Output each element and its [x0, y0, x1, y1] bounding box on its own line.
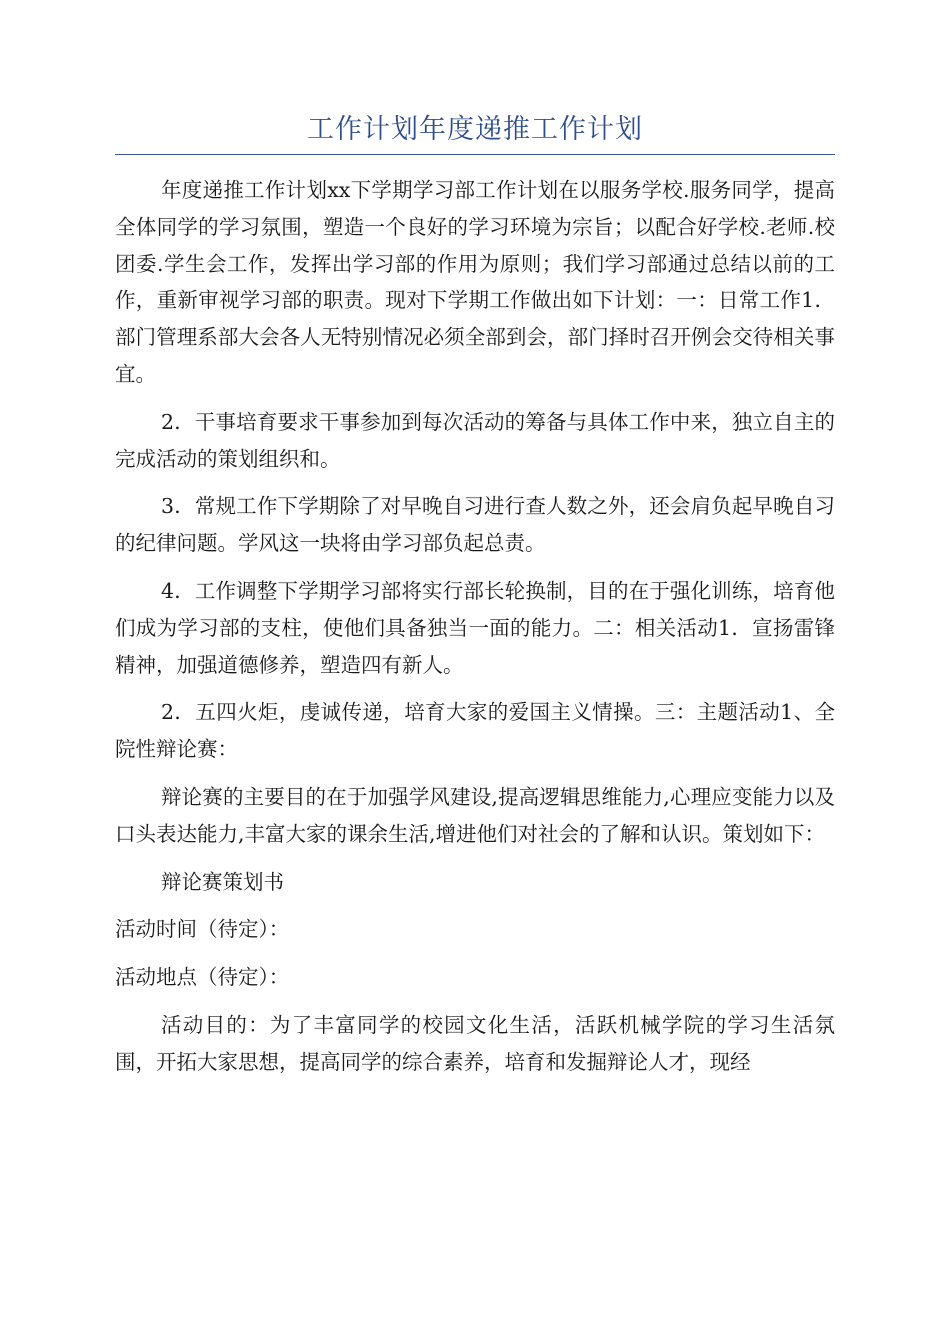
- document-title: 工作计划年度递推工作计划: [307, 114, 643, 145]
- paragraph: 2．五四火炬，虔诚传递，培育大家的爱国主义情操。三：主题活动1、全院性辩论赛：: [115, 700, 835, 762]
- paragraph: 4．工作调整下学期学习部将实行部长轮换制，目的在于强化训练，培育他们成为学习部的支柱，使他们具备独当一面的能力。二：相关活动1．宣扬雷锋精神，加强道德修养，塑造四有新人。: [115, 578, 835, 677]
- paragraph: 辩论赛的主要目的在于加强学风建设,提高逻辑思维能力,心理应变能力以及口头表达能力,丰富大家的课余生活,增进他们对社会的了解和认识。策划如下：: [115, 784, 835, 846]
- paragraph: 年度递推工作计划xx下学期学习部工作计划在以服务学校.服务同学，提高全体同学的学习氛围，塑造一个良好的学习环境为宗旨；以配合好学校.老师.校团委.学生会工作，发挥出学习部的作用为原则；我们学习部通过总结以前的工作，重新审视学习部的职责。现对下学期工作做出如下计划：一：日常工作1．部门管理系部大会各人无特别情况必须全部到会，部门择时召开例会交待相关事宜。: [115, 178, 835, 386]
- plan-heading: 辩论赛策划书: [161, 869, 284, 894]
- activity-location-line: 活动地点（待定）：: [115, 965, 290, 990]
- title-underline: [115, 154, 835, 155]
- document-body: [115, 172, 835, 1092]
- paragraph: 2．干事培育要求干事参加到每次活动的筹备与具体工作中来，独立自主的完成活动的策划组织和。: [115, 409, 835, 471]
- paragraph: 3．常规工作下学期除了对早晚自习进行查人数之外，还会肩负起早晚自习的纪律问题。学风这一块将由学习部负起总责。: [115, 494, 835, 556]
- paragraph: 活动目的：为了丰富同学的校园文化生活，活跃机械学院的学习生活氛围，开拓大家思想，提高同学的综合素养，培育和发掘辩论人才，现经: [115, 1012, 835, 1074]
- activity-time-line: 活动时间（待定）：: [115, 917, 290, 942]
